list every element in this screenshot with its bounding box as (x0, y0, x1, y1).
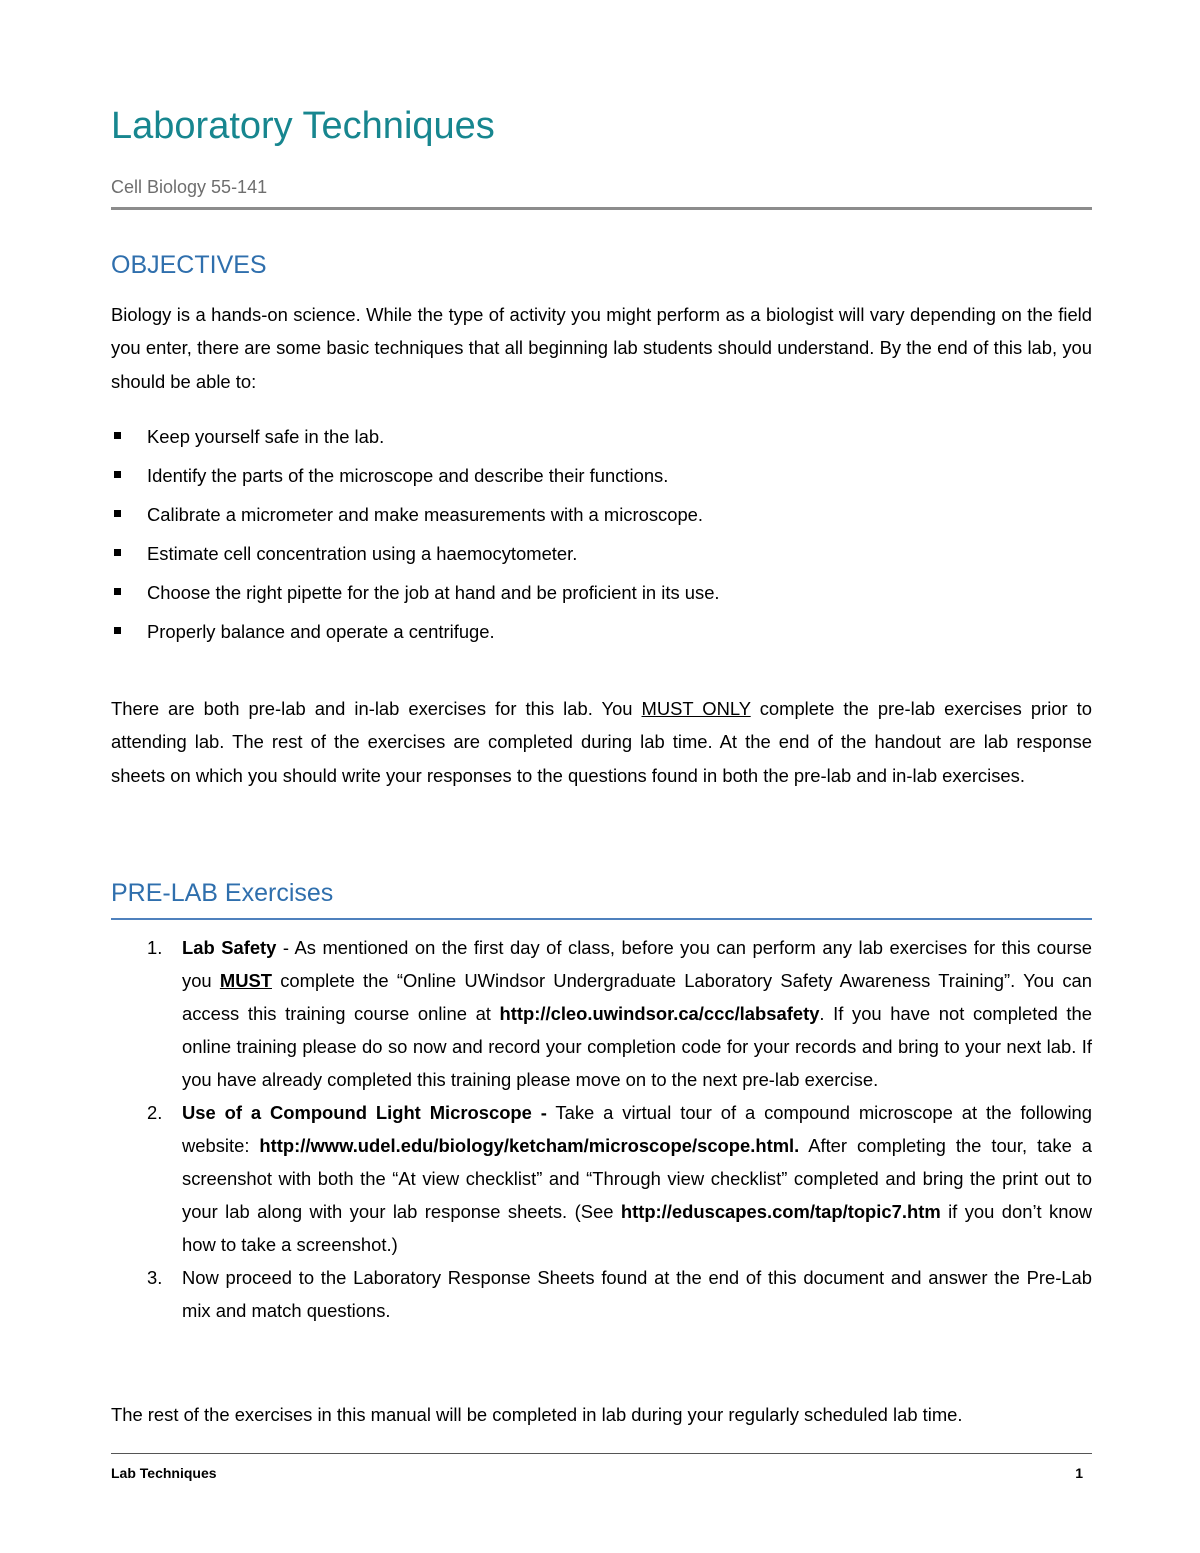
exercise-text: After completing the tour, take a screenshot with both the “At view checklist” and “Through view checklist” completed and bring the print out to your lab along with your lab response sheets. (See (182, 1135, 1092, 1222)
lab-safety-link[interactable]: http://cleo.uwindsor.ca/ccc/labsafety (499, 1003, 820, 1024)
square-bullet-icon (114, 510, 121, 517)
must-emphasis: MUST (219, 970, 272, 991)
list-item (111, 1096, 1092, 1261)
exercise-text: - As mentioned on the first day of class, before you can perform any lab exercises for this course you (182, 937, 1092, 991)
objective-text: Keep yourself safe in the lab. (147, 426, 385, 447)
list-item (111, 537, 1092, 576)
objectives-list (111, 420, 1092, 654)
exercise-text: Now proceed to the Laboratory Response Sheets found at the end of this document and answer the Pre-Lab mix and match questions. (182, 1267, 1092, 1321)
list-item (111, 498, 1092, 537)
list-item (111, 420, 1092, 459)
square-bullet-icon (114, 471, 121, 478)
square-bullet-icon (114, 432, 121, 439)
list-item (111, 576, 1092, 615)
objective-text: Properly balance and operate a centrifuge. (147, 621, 495, 642)
document-title: Laboratory Techniques (111, 105, 495, 147)
prelab-note-text-continued: complete the pre-lab exercises prior to attending lab. The rest of the exercises are completed during lab time. At the end of the handout are lab response sheets on which you should write your responses to the questions found in both the pre-lab and in-lab exercises. (111, 698, 1092, 786)
exercise-text: if you don’t know how to take a screenshot.) (182, 1201, 1092, 1255)
square-bullet-icon (114, 588, 121, 595)
footer-label: Lab Techniques (111, 1465, 217, 1481)
prelab-note-text: There are both pre-lab and in-lab exercises for this lab. You (111, 698, 642, 719)
footer-divider (111, 1453, 1092, 1454)
must-only-emphasis: MUST ONLY (641, 698, 751, 719)
exercise-text: . If you have not completed the online training please do so now and record your completion code for your records and bring to your next lab. If you have already completed this training please move on to the next pre-lab exercise. (182, 1003, 1092, 1090)
exercise-text: Take a virtual tour of a compound microscope at the following website: (182, 1102, 1092, 1156)
page-number: 1 (1075, 1465, 1083, 1481)
list-item (111, 931, 1092, 1096)
square-bullet-icon (114, 627, 121, 634)
objectives-intro: Biology is a hands-on science. While the type of activity you might perform as a biologist will vary depending on the field you enter, there are some basic techniques that all beginning lab students should understand. By the end of this lab, you should be able to: (111, 304, 1092, 392)
objective-text: Choose the right pipette for the job at hand and be proficient in its use. (147, 582, 720, 603)
screenshot-help-link[interactable]: http://eduscapes.com/tap/topic7.htm (620, 1201, 941, 1222)
prelab-exercise-list (111, 931, 1092, 1327)
document-page (111, 0, 1092, 1553)
title-divider (111, 207, 1092, 210)
prelab-note (111, 692, 1092, 792)
exercise-title: Use of a Compound Light Microscope - (182, 1102, 547, 1123)
objective-text: Calibrate a micrometer and make measurements with a microscope. (147, 504, 704, 525)
prelab-divider (111, 918, 1092, 920)
objective-text: Estimate cell concentration using a haemocytometer. (147, 543, 578, 564)
exercise-text: complete the “Online UWindsor Undergraduate Laboratory Safety Awareness Training”. You can access this training course online at (182, 970, 1092, 1024)
prelab-heading: PRE-LAB Exercises (111, 879, 334, 907)
course-subtitle: Cell Biology 55-141 (111, 177, 268, 197)
list-item (111, 1261, 1092, 1327)
exercise-title: Lab Safety (182, 937, 277, 958)
closing-paragraph: The rest of the exercises in this manual will be completed in lab during your regularly scheduled lab time. (111, 1404, 963, 1425)
square-bullet-icon (114, 549, 121, 556)
list-item (111, 459, 1092, 498)
objectives-heading: OBJECTIVES (111, 251, 267, 279)
microscope-tour-link[interactable]: http://www.udel.edu/biology/ketcham/microscope/scope.html. (259, 1135, 800, 1156)
item-number: 1. (147, 937, 163, 958)
item-number: 2. (147, 1102, 163, 1123)
objective-text: Identify the parts of the microscope and describe their functions. (147, 465, 669, 486)
list-item (111, 615, 1092, 654)
item-number: 3. (147, 1267, 163, 1288)
